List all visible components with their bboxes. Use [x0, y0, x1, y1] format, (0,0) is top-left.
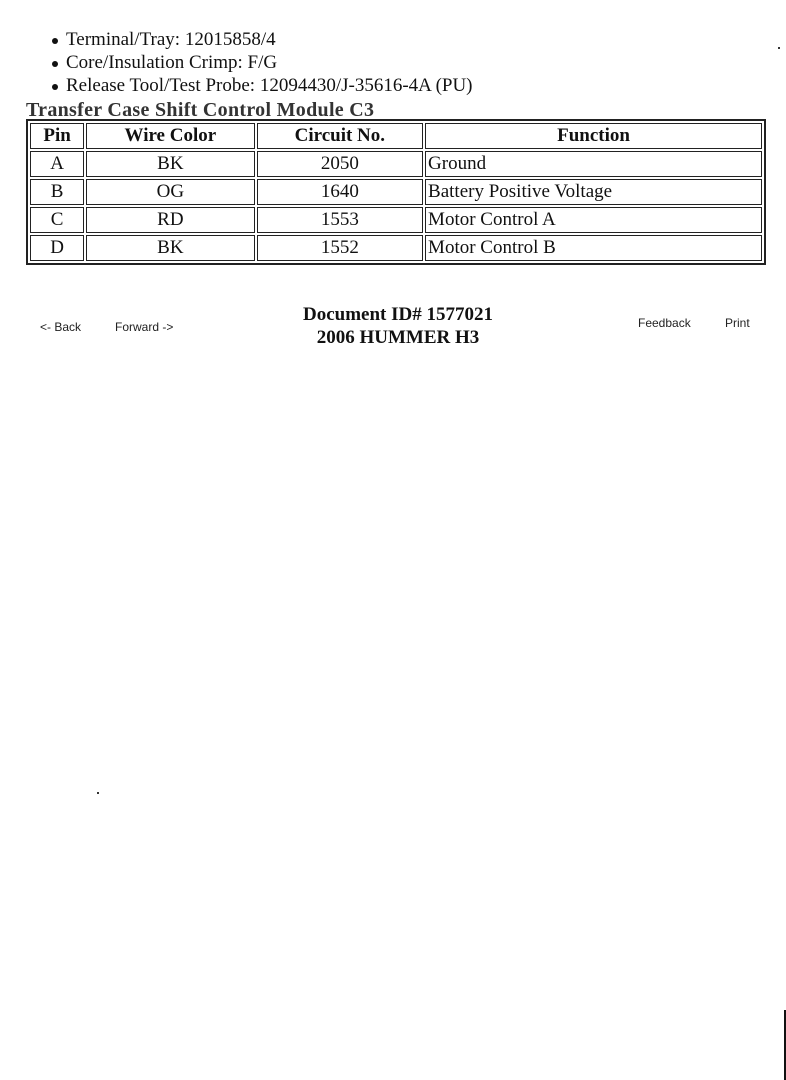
- cell-function: Motor Control B: [425, 235, 762, 261]
- cell-pin: B: [30, 179, 84, 205]
- feedback-link[interactable]: Feedback: [638, 316, 691, 330]
- crimp-item: Core/Insulation Crimp: F/G: [48, 51, 473, 74]
- scan-speck: [778, 47, 780, 49]
- table-row: [30, 179, 762, 205]
- forward-link[interactable]: Forward ->: [115, 320, 174, 334]
- cell-pin: C: [30, 207, 84, 233]
- document-id: Document ID# 1577021: [303, 304, 493, 325]
- cell-circuit-no: 2050: [257, 151, 423, 177]
- table-row: [30, 207, 762, 233]
- table-row: [30, 151, 762, 177]
- release-tool-item: Release Tool/Test Probe: 12094430/J-35616-4A (PU): [48, 74, 473, 97]
- scan-speck: [97, 792, 99, 794]
- cell-pin: D: [30, 235, 84, 261]
- header-function: Function: [425, 123, 762, 149]
- header-circuit-no: Circuit No.: [257, 123, 423, 149]
- vehicle-title: 2006 HUMMER H3: [316, 327, 480, 348]
- cell-wire-color: RD: [86, 207, 254, 233]
- cell-circuit-no: 1640: [257, 179, 423, 205]
- cell-function: Ground: [425, 151, 762, 177]
- pinout-table: [26, 119, 766, 265]
- section-title: Transfer Case Shift Control Module C3: [26, 99, 375, 121]
- cell-function: Battery Positive Voltage: [425, 179, 762, 205]
- cell-wire-color: BK: [86, 151, 254, 177]
- connector-info-list: [48, 28, 473, 97]
- cell-pin: A: [30, 151, 84, 177]
- table-header-row: [30, 123, 762, 149]
- table-row: [30, 235, 762, 261]
- cell-circuit-no: 1552: [257, 235, 423, 261]
- print-link[interactable]: Print: [725, 316, 750, 330]
- cell-wire-color: BK: [86, 235, 254, 261]
- cell-circuit-no: 1553: [257, 207, 423, 233]
- document-header: [250, 303, 546, 349]
- cell-function: Motor Control A: [425, 207, 762, 233]
- terminal-tray-item: Terminal/Tray: 12015858/4: [48, 28, 473, 51]
- header-wire-color: Wire Color: [86, 123, 254, 149]
- header-pin: Pin: [30, 123, 84, 149]
- back-link[interactable]: <- Back: [40, 320, 82, 334]
- cell-wire-color: OG: [86, 179, 254, 205]
